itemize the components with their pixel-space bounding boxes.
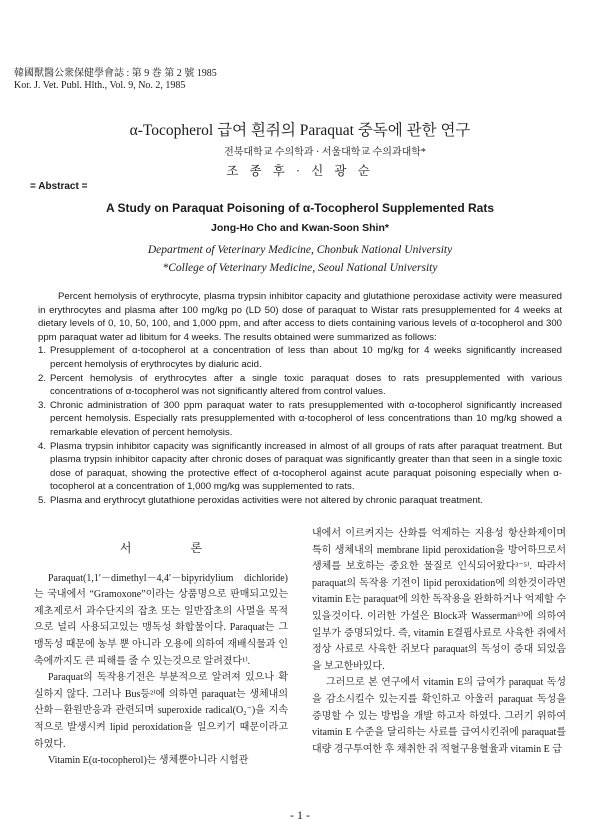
body-column-left [34, 540, 288, 770]
department-seoul: *College of Veterinary Medicine, Seoul National University [162, 262, 438, 274]
result-number: 3. [38, 399, 47, 411]
result-number: 4. [38, 440, 47, 452]
result-item [38, 344, 562, 371]
result-item [38, 399, 562, 440]
body-paragraph: Vitamin E(α-tocopherol)는 생체뿐아니라 시험관 [48, 755, 249, 767]
abstract-label: = Abstract = [30, 181, 88, 192]
journal-line-english: Kor. J. Vet. Publ. Hlth., Vol. 9, No. 2, 1985 [14, 80, 186, 91]
result-text: Chronic administration of 300 ppm paraquat water to rats presupplemented with α-tocopherol significantly increased percent hemolysis. Especially rats presupplemented with α-tocopherol of less concentrations than 10 mg/kg showed a remarkable elevation of percent hemolysis. [50, 399, 562, 438]
result-text: Plasma and erythrocyt glutathione peroxidas activities were not altered by chronic paraquat treatment. [50, 494, 484, 506]
journal-header [14, 68, 217, 92]
result-item [38, 494, 562, 508]
abstract-results-list [38, 344, 562, 507]
body-paragraph: Paraquat의 독작용기전은 부분적으로 알려져 있으나 확실하지 않다. 그러나 Bus등²⁾에 의하면 paraquat는 생체내의 산화－환원반응과 관련되며 superoxide radical(O₂⁻)을 지속적으로 발생시켜 lipid peroxidation을 일으키기 때문이라고 하였다. [34, 672, 288, 750]
department-chonbuk: Department of Veterinary Medicine, Chonbuk National University [147, 244, 453, 256]
body-paragraph: 그러므로 본 연구에서 vitamin E의 급여가 paraquat 독성을 감소시킬수 있는지를 확인하고 아울러 paraquat 독성을 증명할 수 있는 방법을 개발 하고자 하였다. 그러기 위하여 vitamin E 수준을 달리하는 사료를 급여시킨쥐에 paraquat를 대량 경구투여한 후 채취한 쥐 적혈구용혈율과 vitamin E 급 [312, 677, 566, 755]
journal-line-korean: 韓國獸醫公衆保健學會誌 : 第 9 巻 第 2 號 1985 [14, 68, 217, 79]
body-paragraph: 내에서 이르켜지는 산화를 억제하는 지용성 항산화제이며 특히 생체내의 membrane lipid peroxidation을 방어하므로서 생체를 보호하는 중요한 물질로 인식되어왔다³⁻⁵⁾. 따라서 paraquat의 독작용 기전이 lipid peroxidation에 의한것이라면 vitamin E는 paraquat에 의한 독작용을 완화하거나 억제할 수 있을것이다. 이러한 가설은 Block과 Wasserman⁶⁾에 의하여 일부가 증명되었다. 즉, vitamin E결핍사료로 사육한 쥐에서 정상 사료로 사육한 쥐보다 paraquat의 독성이 증대 되었음을 보고한바있다. [312, 528, 566, 672]
korean-authors: 조 종 후 · 신 광 순 [226, 164, 374, 178]
page-number: - 1 - [290, 808, 310, 822]
korean-affiliation: 전북대학교 수의학과 · 서울대학교 수의과대학* [224, 147, 426, 158]
result-item [38, 440, 562, 494]
result-item [38, 372, 562, 399]
english-title: A Study on Paraquat Poisoning of α-Tocopherol Supplemented Rats [105, 201, 495, 215]
result-number: 1. [38, 345, 47, 357]
abstract-body [38, 290, 562, 508]
result-text: Percent hemolysis of erythrocytes after a single toxic paraquat doses to rats presupplemented with various concentrations of α-tocopherol was not significantly altered from control values. [50, 372, 562, 398]
result-text: Presupplement of α-tocopherol at a concentration of less than about 10 mg/kg for 4 weeks significantly increased percent hemolysis of erythrocytes by dialuric acid. [50, 345, 562, 370]
result-number: 2. [38, 372, 47, 384]
english-authors: Jong-Ho Cho and Kwan-Soon Shin* [211, 222, 389, 234]
result-number: 5. [38, 494, 47, 506]
body-paragraph: Paraquat(1,1′－dimethyl－4,4′－bipyridylium dichloride)는 국내에서 “Gramoxone”이라는 상품명으로 판매되고있는 제초제로서 과수단지의 잡초 또는 일반잡초의 사멸을 목적으로 널리 사용되고있는 맹독성 화합물이다. Paraquat는 그 맹독성 때문에 농부 뿐 아니라 오용에 의하여 재배식물과 인축에까지도 큰 피해를 줄 수 있는것으로 알려졌다¹⁾. [34, 572, 288, 667]
abstract-intro: Percent hemolysis of erythrocyte, plasma trypsin inhibitor capacity and glutathione peroxidase activity were measured in erythrocytes and plasma after 100 mg/kg po (LD 50) dose of paraquat to Wistar rats presupplemented for 4 weeks at dietary levels of 0, 10, 50, 100, and 1,000 ppm, and after access to diets containing various levels of α-tocopherol and 300 ppm paraquat water ad libitum for 4 weeks. The results obtained were summarized as follows: [38, 291, 562, 343]
body-column-right [312, 526, 566, 758]
result-text: Plasma trypsin inhibitor capacity was significantly increased in almost of all groups of rats after paraquat treatment. But plasma trypsin inhibitor capacity after chronic doses of paraquat was significantly greater than that seen in a single toxic dose of paraquat, showing the protective effect of α-tocopherol against acute paraquat poisoning especially when α-tocopherol at a concentration of 1,000 mg/kg was supplemented to rats. [50, 440, 562, 493]
section-heading-introduction: 서 론 [119, 541, 231, 555]
korean-title: α-Tocopherol 급여 흰쥐의 Paraquat 중독에 관한 연구 [129, 122, 471, 139]
